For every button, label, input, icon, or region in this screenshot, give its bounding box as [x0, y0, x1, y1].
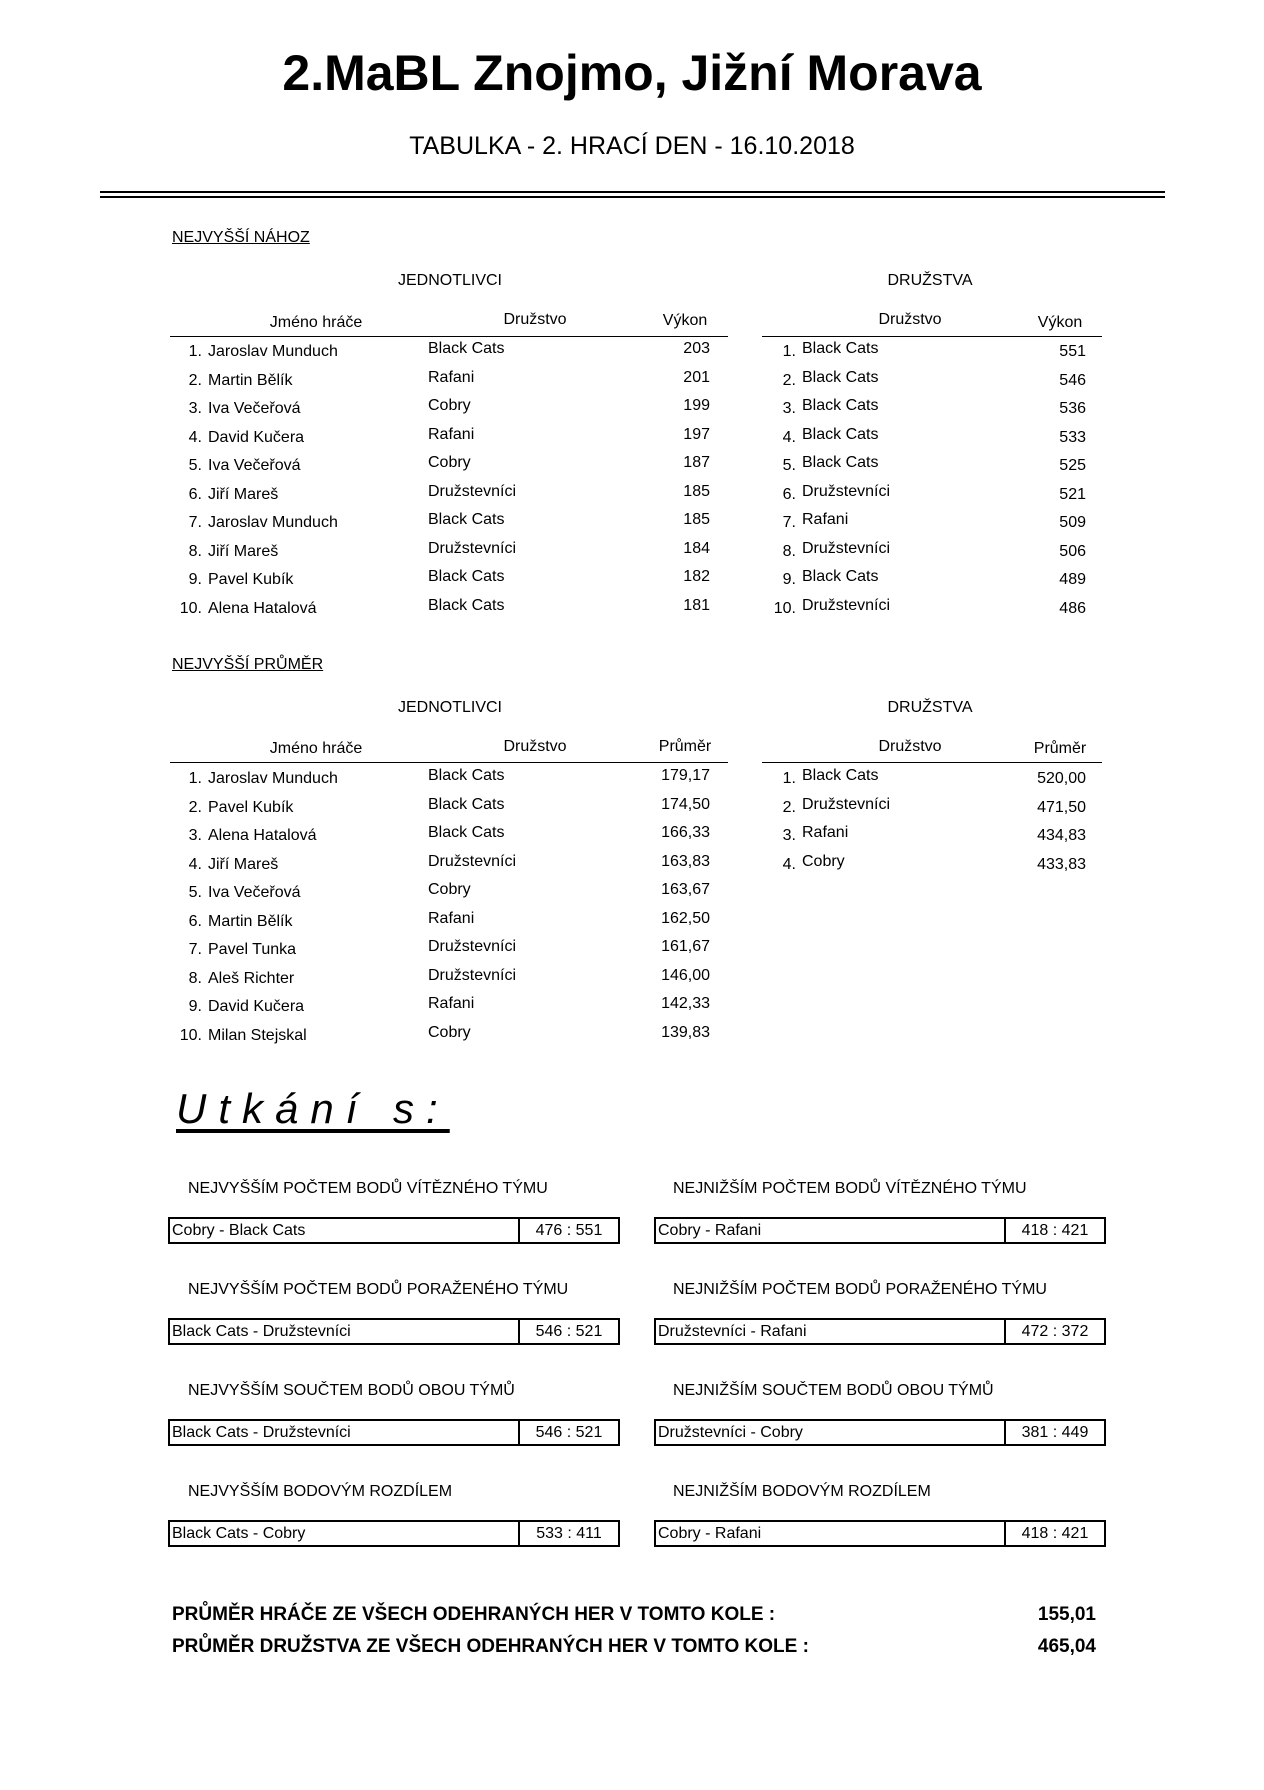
rank-cell: 4.	[188, 428, 202, 446]
table-header-rule	[170, 762, 728, 763]
match-teams: Black Cats - Družstevníci	[172, 1323, 351, 1340]
match-score: 546 : 521	[518, 1318, 618, 1345]
team-cell: Družstevníci	[428, 938, 517, 955]
rank-cell: 10.	[179, 1026, 202, 1044]
team-cell: Cobry	[802, 852, 845, 870]
match-category-title: NEJNIŽŠÍM POČTEM BODŮ PORAŽENÉHO TÝMU	[673, 1281, 1047, 1298]
match-category-title: NEJVYŠŠÍM POČTEM BODŮ VÍTĚZNÉHO TÝMU	[188, 1180, 548, 1197]
rank-cell: 9.	[782, 571, 796, 588]
rank-cell: 1.	[782, 343, 796, 360]
rank-cell: 3.	[782, 827, 796, 844]
player-average-value: 155,01	[1037, 1604, 1096, 1625]
match-teams: Cobry - Black Cats	[172, 1222, 306, 1239]
rank-cell: 8.	[188, 969, 202, 987]
table-row	[0, 366, 1264, 390]
match-score: 476 : 551	[518, 1217, 618, 1244]
team-cell: Cobry	[428, 454, 471, 471]
player-name-cell: David Kučera	[208, 998, 305, 1015]
table-row	[0, 451, 1264, 475]
team-cell: Black Cats	[428, 568, 505, 585]
match-category-title: NEJVYŠŠÍM POČTEM BODŮ PORAŽENÉHO TÝMU	[188, 1281, 569, 1298]
value-cell: 506	[1059, 542, 1086, 560]
match-category-title: NEJNIŽŠÍM SOUČTEM BODŮ OBOU TÝMŮ	[673, 1382, 994, 1399]
team-cell: Black Cats	[428, 795, 505, 813]
rank-cell: 4.	[782, 428, 796, 446]
matches-heading: Utkání s:	[176, 1085, 450, 1132]
section-label-highest-throw: NEJVYŠŠÍ NÁHOZ	[172, 229, 310, 246]
col-header-player: Jméno hráče	[269, 314, 363, 331]
rank-cell: 1.	[188, 343, 202, 360]
rank-cell: 10.	[179, 599, 202, 617]
match-teams: Black Cats - Cobry	[172, 1525, 306, 1542]
player-name-cell: Iva Večeřová	[208, 400, 301, 417]
team-cell: Družstevníci	[428, 539, 517, 557]
col-header-team: Družstvo	[878, 311, 942, 328]
rank-cell: 8.	[782, 542, 796, 560]
team-cell: Black Cats	[802, 340, 879, 357]
match-teams: Black Cats - Družstevníci	[172, 1424, 351, 1441]
header-divider-top	[100, 191, 1165, 193]
player-name-cell: Alena Hatalová	[208, 827, 317, 844]
team-cell: Rafani	[802, 511, 849, 528]
value-cell: 182	[683, 568, 710, 585]
player-name-cell: Jaroslav Munduch	[208, 770, 338, 787]
table-row	[0, 480, 1264, 504]
player-name-cell: Alena Hatalová	[208, 599, 317, 617]
team-cell: Black Cats	[428, 340, 505, 357]
table-row	[0, 878, 1264, 902]
page-title: 2.MaBL Znojmo, Jižní Morava	[282, 45, 982, 101]
rank-cell: 1.	[782, 770, 796, 787]
player-name-cell: Aleš Richter	[208, 969, 295, 987]
match-record-box	[654, 1318, 1106, 1345]
match-record-box	[168, 1520, 620, 1547]
team-cell: Black Cats	[802, 767, 879, 784]
table-row	[0, 850, 1264, 874]
value-cell: 142,33	[661, 995, 710, 1012]
value-cell: 161,67	[661, 938, 710, 955]
rank-cell: 10.	[773, 599, 796, 617]
teams-label: DRUŽSTVA	[887, 272, 973, 289]
value-cell: 146,00	[661, 966, 710, 984]
col-header-team: Družstvo	[878, 738, 942, 755]
rank-cell: 2.	[188, 371, 202, 389]
match-record-box	[168, 1217, 620, 1244]
player-average-label: PRŮMĚR HRÁČE ZE VŠECH ODEHRANÝCH HER V TOMTO KOLE :	[172, 1604, 776, 1625]
match-record-box	[654, 1217, 1106, 1244]
match-record-box	[654, 1419, 1106, 1446]
team-cell: Rafani	[428, 368, 475, 386]
header-divider-bottom	[100, 196, 1165, 198]
rank-cell: 3.	[188, 827, 202, 844]
rank-cell: 7.	[782, 514, 796, 531]
match-category-title: NEJNIŽŠÍM POČTEM BODŮ VÍTĚZNÉHO TÝMU	[673, 1180, 1027, 1197]
value-cell: 184	[683, 539, 710, 557]
match-teams: Družstevníci - Rafani	[658, 1323, 807, 1340]
value-cell: 197	[683, 425, 710, 443]
team-cell: Cobry	[428, 1023, 471, 1041]
col-header-player: Jméno hráče	[269, 740, 363, 757]
value-cell: 546	[1059, 371, 1086, 389]
team-cell: Družstevníci	[428, 966, 517, 984]
table-row	[0, 537, 1264, 561]
table-row	[0, 337, 1264, 361]
player-name-cell: Martin Bělík	[208, 371, 293, 389]
team-cell: Družstevníci	[802, 795, 891, 813]
table-row	[0, 423, 1264, 447]
value-cell: 433,83	[1037, 855, 1086, 873]
rank-cell: 4.	[782, 855, 796, 873]
value-cell: 471,50	[1037, 798, 1086, 816]
player-name-cell: Milan Stejskal	[208, 1026, 307, 1044]
match-record-box	[654, 1520, 1106, 1547]
team-cell: Družstevníci	[428, 482, 517, 500]
rank-cell: 5.	[188, 457, 202, 474]
rank-cell: 4.	[188, 855, 202, 873]
value-cell: 533	[1059, 428, 1086, 446]
team-cell: Cobry	[428, 881, 471, 898]
table-row	[0, 907, 1264, 931]
table-row	[0, 1021, 1264, 1045]
table-row	[0, 594, 1264, 618]
rank-cell: 3.	[782, 400, 796, 417]
table-header-rule	[762, 762, 1102, 763]
team-cell: Družstevníci	[428, 852, 517, 870]
col-header-team: Družstvo	[503, 311, 567, 328]
col-header-value: Výkon	[662, 312, 708, 329]
match-score: 381 : 449	[1004, 1419, 1104, 1446]
value-cell: 489	[1059, 571, 1086, 588]
table-row	[0, 964, 1264, 988]
col-header-value: Výkon	[1037, 314, 1083, 331]
value-cell: 525	[1059, 457, 1086, 474]
team-cell: Black Cats	[802, 568, 879, 585]
team-cell: Družstevníci	[802, 482, 891, 500]
value-cell: 166,33	[661, 824, 710, 841]
match-score: 472 : 372	[1004, 1318, 1104, 1345]
table-row	[0, 508, 1264, 532]
rank-cell: 6.	[782, 485, 796, 503]
team-cell: Black Cats	[802, 368, 879, 386]
team-cell: Black Cats	[428, 511, 505, 528]
col-header-team: Družstvo	[503, 738, 567, 755]
value-cell: 139,83	[661, 1023, 710, 1041]
rank-cell: 2.	[188, 798, 202, 816]
rank-cell: 2.	[782, 371, 796, 389]
value-cell: 536	[1059, 400, 1086, 417]
match-category-title: NEJNIŽŠÍM BODOVÝM ROZDÍLEM	[673, 1483, 931, 1500]
rank-cell: 7.	[188, 514, 202, 531]
match-score: 533 : 411	[518, 1520, 618, 1547]
value-cell: 179,17	[661, 767, 710, 784]
team-cell: Black Cats	[428, 767, 505, 784]
value-cell: 174,50	[661, 795, 710, 813]
player-name-cell: Jaroslav Munduch	[208, 514, 338, 531]
rank-cell: 8.	[188, 542, 202, 560]
teams-label: DRUŽSTVA	[887, 699, 973, 716]
match-teams: Cobry - Rafani	[658, 1525, 762, 1542]
page-subtitle: TABULKA - 2. HRACÍ DEN - 16.10.2018	[409, 132, 855, 160]
player-name-cell: Iva Večeřová	[208, 457, 301, 474]
rank-cell: 1.	[188, 770, 202, 787]
value-cell: 203	[683, 340, 710, 357]
player-name-cell: Jiří Mareš	[208, 542, 279, 560]
team-average-label: PRŮMĚR DRUŽSTVA ZE VŠECH ODEHRANÝCH HER V TOMTO KOLE :	[172, 1636, 809, 1657]
rank-cell: 9.	[188, 571, 202, 588]
table-row	[0, 821, 1264, 845]
value-cell: 201	[683, 368, 710, 386]
team-cell: Rafani	[802, 824, 849, 841]
player-name-cell: Martin Bělík	[208, 912, 293, 930]
rank-cell: 6.	[188, 485, 202, 503]
table-row	[0, 565, 1264, 589]
rank-cell: 9.	[188, 998, 202, 1015]
value-cell: 163,67	[661, 881, 710, 898]
value-cell: 162,50	[661, 909, 710, 927]
match-record-box	[168, 1318, 620, 1345]
table-row	[0, 394, 1264, 418]
rank-cell: 5.	[782, 457, 796, 474]
value-cell: 185	[683, 511, 710, 528]
value-cell: 187	[683, 454, 710, 471]
rank-cell: 2.	[782, 798, 796, 816]
table-row	[0, 764, 1264, 788]
match-teams: Družstevníci - Cobry	[658, 1424, 803, 1441]
rank-cell: 6.	[188, 912, 202, 930]
match-score: 546 : 521	[518, 1419, 618, 1446]
value-cell: 509	[1059, 514, 1086, 531]
team-cell: Black Cats	[802, 454, 879, 471]
player-name-cell: Pavel Kubík	[208, 798, 294, 816]
team-average-value: 465,04	[1037, 1636, 1096, 1657]
team-cell: Družstevníci	[802, 539, 891, 557]
team-cell: Black Cats	[802, 425, 879, 443]
rank-cell: 7.	[188, 941, 202, 958]
individuals-label: JEDNOTLIVCI	[397, 272, 502, 289]
match-teams: Cobry - Rafani	[658, 1222, 762, 1239]
rank-cell: 5.	[188, 884, 202, 901]
player-name-cell: Jaroslav Munduch	[208, 343, 338, 360]
player-name-cell: David Kučera	[208, 428, 305, 446]
value-cell: 434,83	[1037, 827, 1086, 844]
value-cell: 486	[1059, 599, 1086, 617]
player-name-cell: Jiří Mareš	[208, 855, 279, 873]
section-label-highest-average: NEJVYŠŠÍ PRŮMĚR	[172, 656, 324, 673]
team-cell: Black Cats	[428, 824, 505, 841]
team-cell: Rafani	[428, 425, 475, 443]
table-row	[0, 793, 1264, 817]
player-name-cell: Pavel Tunka	[208, 941, 297, 958]
value-cell: 551	[1059, 343, 1086, 360]
team-cell: Black Cats	[428, 596, 505, 614]
match-score: 418 : 421	[1004, 1520, 1104, 1547]
match-record-box	[168, 1419, 620, 1446]
value-cell: 163,83	[661, 852, 710, 870]
player-name-cell: Pavel Kubík	[208, 571, 294, 588]
match-score: 418 : 421	[1004, 1217, 1104, 1244]
team-cell: Cobry	[428, 397, 471, 414]
team-cell: Rafani	[428, 909, 475, 927]
col-header-value: Průměr	[1033, 740, 1087, 757]
player-name-cell: Jiří Mareš	[208, 485, 279, 503]
table-row	[0, 992, 1264, 1016]
team-cell: Black Cats	[802, 397, 879, 414]
match-category-title: NEJVYŠŠÍM BODOVÝM ROZDÍLEM	[188, 1483, 453, 1500]
player-name-cell: Iva Večeřová	[208, 884, 301, 901]
team-cell: Rafani	[428, 995, 475, 1012]
rank-cell: 3.	[188, 400, 202, 417]
table-row	[0, 935, 1264, 959]
value-cell: 520,00	[1037, 770, 1086, 787]
match-category-title: NEJVYŠŠÍM SOUČTEM BODŮ OBOU TÝMŮ	[188, 1382, 515, 1399]
value-cell: 181	[683, 596, 710, 614]
individuals-label: JEDNOTLIVCI	[397, 699, 502, 716]
value-cell: 521	[1059, 485, 1086, 503]
team-cell: Družstevníci	[802, 596, 891, 614]
col-header-value: Průměr	[658, 738, 712, 755]
value-cell: 199	[683, 397, 710, 414]
value-cell: 185	[683, 482, 710, 500]
